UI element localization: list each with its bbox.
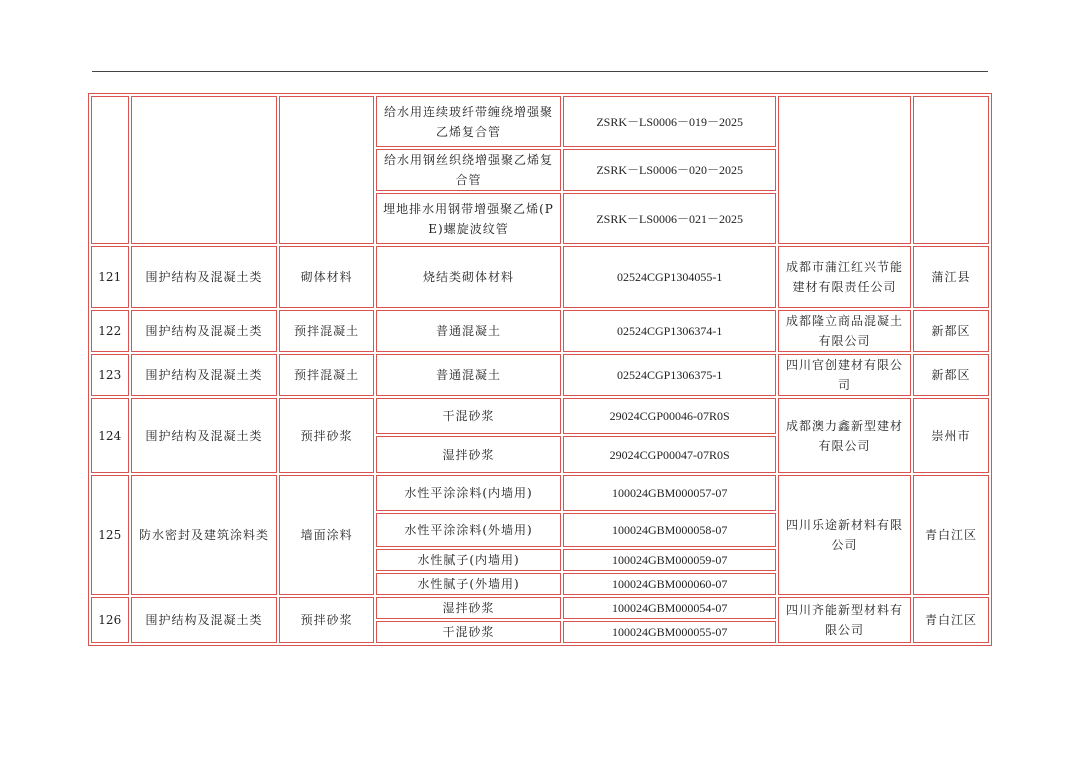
subcategory-cell — [279, 96, 373, 244]
category-cell: 围护结构及混凝土类 — [131, 246, 278, 308]
header-rule — [92, 71, 988, 72]
category-cell: 围护结构及混凝土类 — [131, 398, 278, 473]
cert-code-cell: ZSRK－LS0006－021－2025 — [563, 193, 776, 244]
cert-code-cell: 100024GBM000057-07 — [563, 475, 776, 511]
category-cell — [131, 96, 278, 244]
category-cell: 围护结构及混凝土类 — [131, 310, 278, 352]
district-cell: 青白江区 — [913, 597, 989, 643]
product-name-cell: 给水用钢丝织绕增强聚乙烯复合管 — [376, 149, 562, 191]
no-cell: 126 — [91, 597, 129, 643]
table-row — [91, 398, 989, 434]
district-cell: 蒲江县 — [913, 246, 989, 308]
district-cell: 青白江区 — [913, 475, 989, 595]
cert-code-cell: 02524CGP1306375-1 — [563, 354, 776, 396]
category-cell: 围护结构及混凝土类 — [131, 597, 278, 643]
cert-code-cell: 29024CGP00046-07R0S — [563, 398, 776, 434]
product-name-cell: 水性平涂涂料(外墙用) — [376, 513, 562, 547]
cert-code-cell: 02524CGP1304055-1 — [563, 246, 776, 308]
product-name-cell: 埋地排水用钢带增强聚乙烯(PE)螺旋波纹管 — [376, 193, 562, 244]
cert-code-cell: 02524CGP1306374-1 — [563, 310, 776, 352]
cert-code-cell: 100024GBM000060-07 — [563, 573, 776, 595]
product-name-cell: 水性腻子(外墙用) — [376, 573, 562, 595]
no-cell: 122 — [91, 310, 129, 352]
table-row — [91, 475, 989, 511]
company-cell: 四川齐能新型材料有限公司 — [778, 597, 911, 643]
no-cell — [91, 96, 129, 244]
company-cell: 四川官创建材有限公司 — [778, 354, 911, 396]
subcategory-cell: 墙面涂料 — [279, 475, 373, 595]
subcategory-cell: 预拌砂浆 — [279, 597, 373, 643]
cert-code-cell: ZSRK－LS0006－020－2025 — [563, 149, 776, 191]
category-cell: 围护结构及混凝土类 — [131, 354, 278, 396]
product-name-cell: 普通混凝土 — [376, 354, 562, 396]
category-cell: 防水密封及建筑涂料类 — [131, 475, 278, 595]
table-row — [91, 96, 989, 147]
product-name-cell: 水性腻子(内墙用) — [376, 549, 562, 571]
district-cell — [913, 96, 989, 244]
cert-code-cell: 100024GBM000054-07 — [563, 597, 776, 619]
company-cell: 成都澳力鑫新型建材有限公司 — [778, 398, 911, 473]
district-cell: 新都区 — [913, 354, 989, 396]
district-cell: 新都区 — [913, 310, 989, 352]
no-cell: 125 — [91, 475, 129, 595]
cert-code-cell: 29024CGP00047-07R0S — [563, 436, 776, 473]
subcategory-cell: 预拌混凝土 — [279, 354, 373, 396]
cert-code-cell: 100024GBM000058-07 — [563, 513, 776, 547]
product-name-cell: 水性平涂涂料(内墙用) — [376, 475, 562, 511]
cert-code-cell: ZSRK－LS0006－019－2025 — [563, 96, 776, 147]
no-cell: 124 — [91, 398, 129, 473]
product-name-cell: 干混砂浆 — [376, 398, 562, 434]
product-name-cell: 干混砂浆 — [376, 621, 562, 643]
district-cell: 崇州市 — [913, 398, 989, 473]
table-row — [91, 354, 989, 396]
table-row — [91, 310, 989, 352]
no-cell: 123 — [91, 354, 129, 396]
product-name-cell: 湿拌砂浆 — [376, 436, 562, 473]
product-name-cell: 给水用连续玻纤带缠绕增强聚乙烯复合管 — [376, 96, 562, 147]
company-cell: 成都市蒲江红兴节能建材有限责任公司 — [778, 246, 911, 308]
table-row — [91, 597, 989, 619]
subcategory-cell: 预拌混凝土 — [279, 310, 373, 352]
table-row — [91, 246, 989, 308]
subcategory-cell: 预拌砂浆 — [279, 398, 373, 473]
cert-code-cell: 100024GBM000055-07 — [563, 621, 776, 643]
company-cell: 成都隆立商品混凝土有限公司 — [778, 310, 911, 352]
subcategory-cell: 砌体材料 — [279, 246, 373, 308]
no-cell: 121 — [91, 246, 129, 308]
product-table — [88, 93, 992, 646]
product-name-cell: 烧结类砌体材料 — [376, 246, 562, 308]
company-cell — [778, 96, 911, 244]
product-name-cell: 普通混凝土 — [376, 310, 562, 352]
product-name-cell: 湿拌砂浆 — [376, 597, 562, 619]
company-cell: 四川乐途新材料有限公司 — [778, 475, 911, 595]
cert-code-cell: 100024GBM000059-07 — [563, 549, 776, 571]
